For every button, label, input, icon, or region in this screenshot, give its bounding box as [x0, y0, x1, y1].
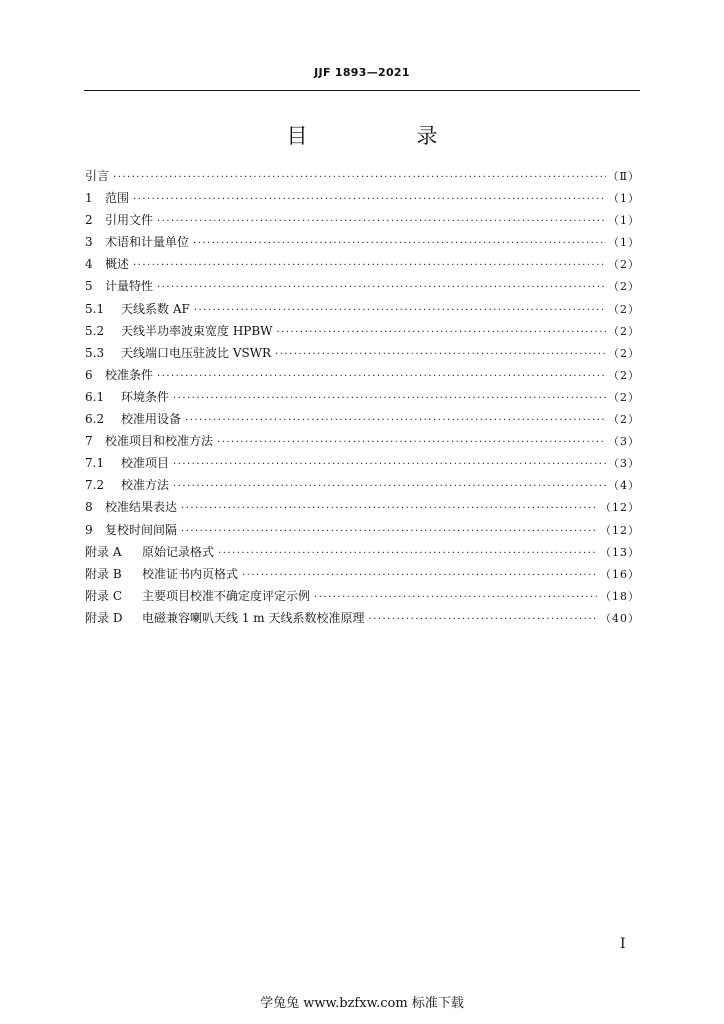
toc-entry-title: 概述 [105, 257, 130, 272]
toc-entry[interactable] [85, 366, 640, 388]
toc-entry[interactable] [85, 255, 640, 277]
toc-entry-title: 主要项目校准不确定度评定示例 [142, 588, 311, 603]
toc-entry[interactable] [85, 300, 640, 322]
toc-entry-title: 引言 [85, 169, 110, 183]
page-number: I [620, 936, 626, 952]
toc-leader-dots [173, 393, 606, 404]
toc-entry-number: 5.1 [85, 301, 105, 316]
toc-entry-number: 附录 C [85, 588, 122, 603]
toc-entry-number: 6.2 [85, 412, 105, 427]
toc-leader-dots [133, 194, 606, 205]
toc-entry-page: （1） [608, 214, 640, 228]
toc-leader-dots [157, 282, 606, 293]
toc-entry[interactable] [85, 521, 640, 543]
toc-leader-dots [113, 172, 606, 183]
toc-entry-number: 6.1 [85, 389, 105, 404]
toc-entry-title: 环境条件 [121, 389, 170, 404]
toc-leader-dots [218, 548, 598, 559]
toc-entry-number: 附录 D [85, 610, 123, 625]
toc-entry[interactable] [85, 565, 640, 587]
toc-entry-title: 范围 [105, 191, 130, 206]
toc-entry[interactable] [85, 167, 640, 189]
toc-entry-number: 9 [85, 522, 93, 537]
footer-watermark: 学兔兔 www.bzfxw.com 标准下载 [260, 996, 464, 1011]
toc-entry-page: （2） [608, 346, 640, 360]
toc-entry-number: 5.2 [85, 323, 105, 338]
toc-entry-page: （4） [608, 479, 640, 493]
toc-leader-dots [277, 327, 606, 338]
toc-entry[interactable] [85, 388, 640, 410]
toc-entry-number: 附录 B [85, 566, 122, 581]
toc-entry-title: 术语和计量单位 [105, 235, 190, 250]
toc-entry-page: （1） [608, 236, 640, 250]
toc-entry-number: 1 [85, 191, 93, 206]
toc-entry-number: 5 [85, 279, 93, 294]
toc-leader-dots [181, 526, 598, 537]
page-title: 目 录 [286, 124, 482, 148]
toc-entry[interactable] [85, 211, 640, 233]
toc-entry-title: 校准方法 [121, 478, 170, 493]
toc-entry-number: 6 [85, 367, 93, 382]
toc-entry-title: 校准用设备 [121, 412, 182, 427]
toc-entry[interactable] [85, 344, 640, 366]
toc-entry-page: （2） [608, 368, 640, 382]
toc-entry[interactable] [85, 587, 640, 609]
toc-entry-title: 校准项目 [121, 456, 170, 471]
document-code-header: JJF 1893—2021 [314, 66, 410, 79]
toc-entry-page: （16） [600, 567, 640, 581]
toc-leader-dots [157, 371, 606, 382]
toc-entry[interactable] [85, 277, 640, 299]
toc-entry[interactable] [85, 609, 640, 631]
toc-entry-title: 引用文件 [105, 213, 154, 228]
toc-entry-title: 原始记录格式 [142, 544, 215, 559]
toc-entry[interactable] [85, 543, 640, 565]
toc-entry-number: 8 [85, 500, 93, 515]
toc-entry[interactable] [85, 233, 640, 255]
toc-entry[interactable] [85, 454, 640, 476]
toc-entry-number: 7.2 [85, 478, 105, 493]
toc-leader-dots [368, 614, 598, 625]
toc-entry-title: 计量特性 [105, 279, 154, 294]
toc-entry[interactable] [85, 498, 640, 520]
toc-entry-page: （Ⅱ） [607, 170, 640, 183]
toc-entry-page: （40） [600, 611, 640, 625]
toc-entry-number: 3 [85, 235, 93, 250]
toc-entry-title: 校准证书内页格式 [142, 566, 239, 581]
toc-entry-title: 校准条件 [105, 367, 154, 382]
toc-entry-title: 天线半功率波束宽度 HPBW [121, 323, 273, 338]
toc-entry-page: （12） [600, 523, 640, 537]
toc-entry-page: （2） [608, 280, 640, 294]
toc-entry-number: 5.3 [85, 345, 105, 360]
toc-entry-page: （3） [608, 435, 640, 449]
toc-leader-dots [194, 305, 606, 316]
toc-entry[interactable] [85, 189, 640, 211]
toc-entry-page: （2） [608, 413, 640, 427]
toc-leader-dots [181, 503, 598, 514]
toc-leader-dots [314, 592, 598, 603]
toc-entry-page: （18） [600, 589, 640, 603]
toc-entry-number: 4 [85, 257, 93, 272]
header-rule [84, 90, 640, 91]
toc-entry-page: （1） [608, 192, 640, 206]
toc-entry[interactable] [85, 322, 640, 344]
toc-leader-dots [173, 481, 606, 492]
toc-entry-page: （12） [600, 501, 640, 515]
toc-entry-page: （2） [608, 302, 640, 316]
toc-leader-dots [217, 437, 606, 448]
toc-entry-title: 天线系数 AF [121, 301, 190, 316]
toc-entry-title: 校准结果表达 [105, 500, 178, 515]
toc-leader-dots [133, 260, 606, 271]
toc-entry-title: 电磁兼容喇叭天线 1 m 天线系数校准原理 [142, 610, 365, 625]
toc-entry[interactable] [85, 432, 640, 454]
toc-leader-dots [157, 216, 606, 227]
toc-entry-page: （2） [608, 324, 640, 338]
toc-entry-page: （2） [608, 258, 640, 272]
toc-leader-dots [242, 570, 598, 581]
toc-leader-dots [173, 459, 606, 470]
toc-entry-title: 天线端口电压驻波比 VSWR [121, 345, 272, 360]
table-of-contents [85, 167, 640, 631]
toc-leader-dots [185, 415, 606, 426]
toc-entry-title: 复校时间间隔 [105, 522, 178, 537]
toc-entry[interactable] [85, 476, 640, 498]
toc-leader-dots [193, 238, 606, 249]
toc-entry-page: （3） [608, 457, 640, 471]
toc-entry-title: 校准项目和校准方法 [105, 434, 214, 449]
toc-entry-number: 7.1 [85, 456, 105, 471]
toc-entry-page: （13） [600, 545, 640, 559]
toc-entry-page: （2） [608, 390, 640, 404]
toc-leader-dots [275, 349, 606, 360]
toc-entry-number: 附录 A [85, 544, 122, 559]
toc-entry-number: 2 [85, 213, 93, 228]
toc-entry[interactable] [85, 410, 640, 432]
toc-entry-number: 7 [85, 434, 93, 449]
